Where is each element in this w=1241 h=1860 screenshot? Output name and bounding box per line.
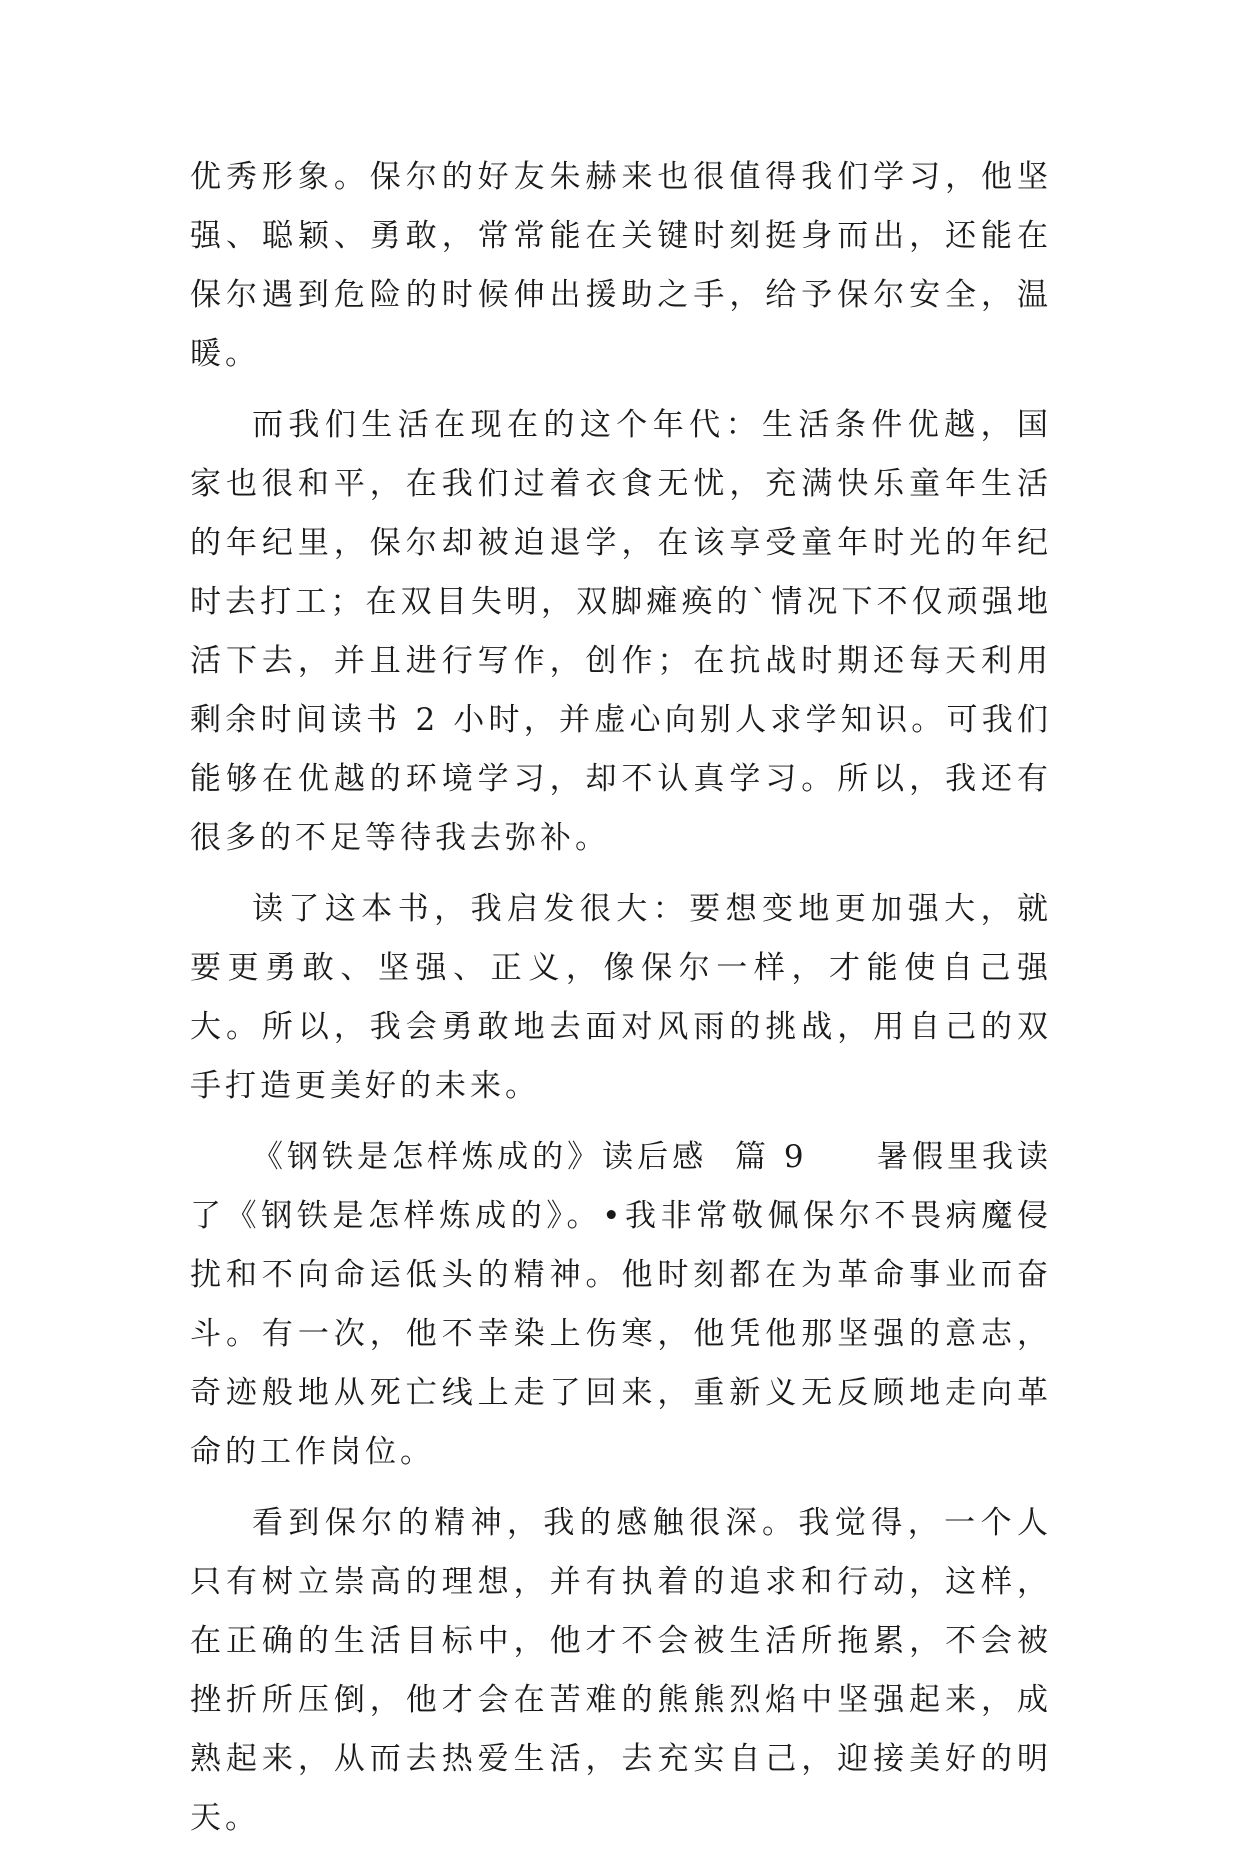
paragraph-1: 优秀形象。保尔的好友朱赫来也很值得我们学习，他坚强、聪颖、勇敢，常常能在关键时刻挺身而出，还能在保尔遇到危险的时候伸出援助之手，给予保尔安全，温暖。: [190, 159, 1052, 372]
paragraph-3: 读了这本书，我启发很大：要想变地更加强大，就要更勇敢、坚强、正义，像保尔一样，才能使自己强大。所以，我会勇敢地去面对风雨的挑战，用自己的双手打造更美好的未来。: [190, 891, 1052, 1104]
paragraph-2: 而我们生活在现在的这个年代：生活条件优越，国家也很和平，在我们过着衣食无忧，充满快乐童年生活的年纪里，保尔却被迫退学，在该享受童年时光的年纪时去打工；在双目失明，双脚瘫痪的`情况下不仅顽强地活下去，并且进行写作，创作；在抗战时期还每天利用剩余时间读书 2 小时，并虚心向别人求学知识。可我们能够在优越的环境学习，却不认真学习。所以，我还有很多的不足等待我去弥补。: [190, 407, 1052, 856]
document-body: [190, 148, 1052, 1860]
paragraph-4: 《钢铁是怎样炼成的》读后感 篇 9 暑假里我读了《钢铁是怎样炼成的》。•我非常敬佩保尔不畏病魔侵扰和不向命运低头的精神。他时刻都在为革命事业而奋斗。有一次，他不幸染上伤寒，他凭他那坚强的意志，奇迹般地从死亡线上走了回来，重新义无反顾地走向革命的工作岗位。: [190, 1139, 1052, 1470]
paragraph-5: 看到保尔的精神，我的感触很深。我觉得，一个人只有树立崇高的理想，并有执着的追求和行动，这样，在正确的生活目标中，他才不会被生活所拖累，不会被挫折所压倒，他才会在苦难的熊熊烈焰中坚强起来，成熟起来，从而去热爱生活，去充实自己，迎接美好的明天。: [190, 1505, 1052, 1836]
